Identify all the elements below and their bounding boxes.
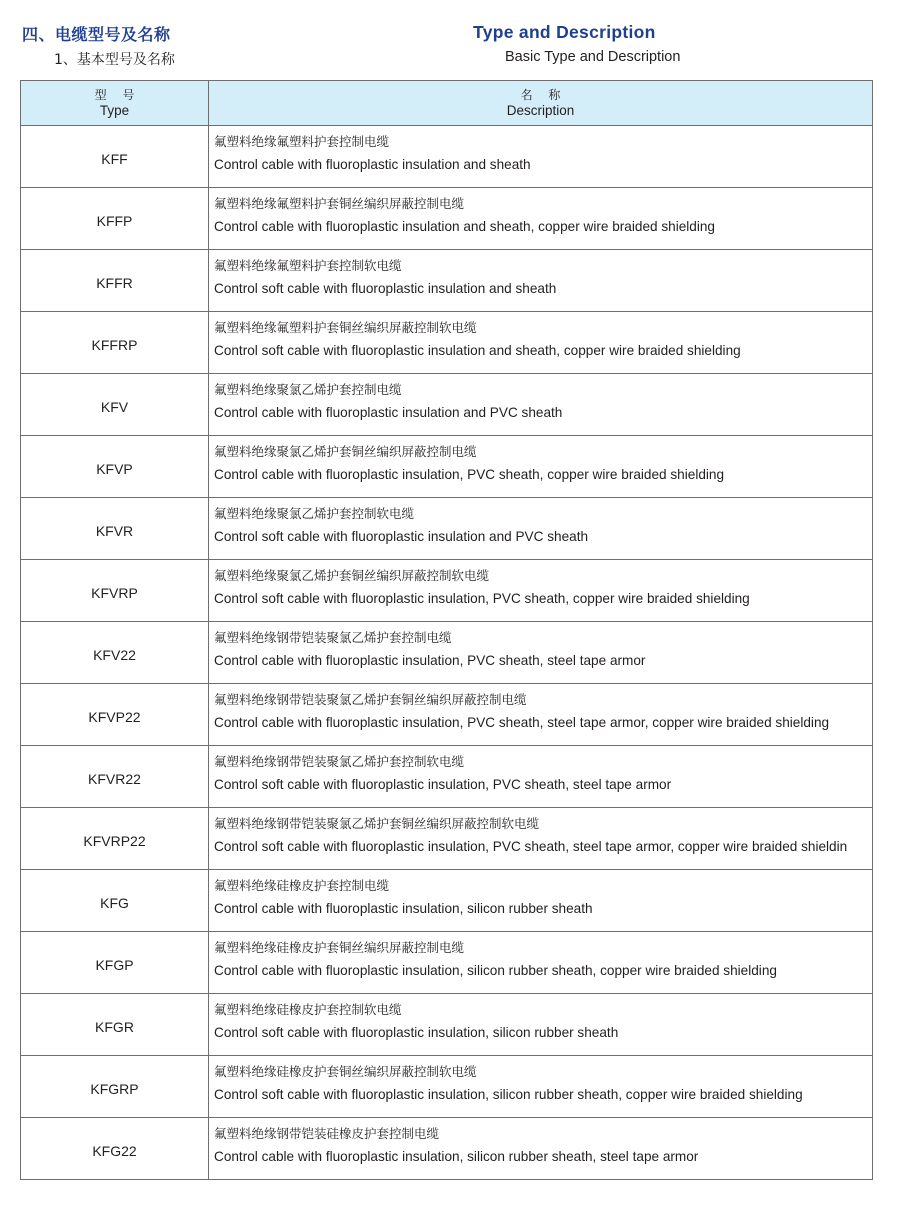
description-column-header: [209, 81, 873, 126]
description-cn: 氟塑料绝缘聚氯乙烯护套铜丝编织屏蔽控制电缆: [214, 444, 477, 459]
description-cell: [209, 808, 873, 870]
description-cell: [209, 684, 873, 746]
description-cell: [209, 250, 873, 312]
table-row: [21, 622, 873, 684]
type-code: KFVP: [21, 436, 209, 498]
description-cell: [209, 374, 873, 436]
type-code: KFVRP22: [21, 808, 209, 870]
description-cell: [209, 126, 873, 188]
description-cn: 氟塑料绝缘氟塑料护套铜丝编织屏蔽控制电缆: [214, 196, 465, 211]
description-cn: 氟塑料绝缘钢带铠装硅橡皮护套控制电缆: [214, 1126, 440, 1141]
type-header-en: Type: [99, 103, 130, 118]
table-row: [21, 1056, 873, 1118]
type-code: KFF: [21, 126, 209, 188]
table-row: [21, 436, 873, 498]
description-cell: [209, 312, 873, 374]
table-row: [21, 746, 873, 808]
table-header-row: [21, 81, 873, 126]
type-column-header: [21, 81, 209, 126]
description-cell: [209, 498, 873, 560]
description-cn: 氟塑料绝缘氟塑料护套控制电缆: [214, 134, 390, 149]
description-cn: 氟塑料绝缘氟塑料护套铜丝编织屏蔽控制软电缆: [214, 320, 477, 335]
table-row: [21, 994, 873, 1056]
description-en: Control cable with fluoroplastic insulation, silicon rubber sheath: [214, 901, 593, 916]
subsection-title-en: Basic Type and Description: [505, 49, 681, 65]
description-cell: [209, 994, 873, 1056]
description-en: Control soft cable with fluoroplastic insulation, PVC sheath, copper wire braided shielding: [214, 591, 750, 606]
description-cn: 氟塑料绝缘钢带铠装聚氯乙烯护套铜丝编织屏蔽控制电缆: [214, 692, 527, 707]
type-code: KFV22: [21, 622, 209, 684]
table-row: [21, 932, 873, 994]
description-cell: [209, 1118, 873, 1180]
type-code: KFV: [21, 374, 209, 436]
description-cell: [209, 622, 873, 684]
table-row: [21, 1118, 873, 1180]
description-cn: 氟塑料绝缘聚氯乙烯护套控制电缆: [214, 382, 402, 397]
description-cn: 氟塑料绝缘聚氯乙烯护套铜丝编织屏蔽控制软电缆: [214, 568, 490, 583]
section-title-cn: 四、电缆型号及名称: [22, 25, 171, 44]
type-description-table: [20, 80, 873, 1180]
description-cn: 氟塑料绝缘钢带铠装聚氯乙烯护套控制软电缆: [214, 754, 465, 769]
type-code: KFGP: [21, 932, 209, 994]
description-cn: 氟塑料绝缘聚氯乙烯护套控制软电缆: [214, 506, 415, 521]
description-cn: 氟塑料绝缘硅橡皮护套铜丝编织屏蔽控制电缆: [214, 940, 465, 955]
description-en: Control cable with fluoroplastic insulation and sheath: [214, 157, 531, 172]
table-row: [21, 126, 873, 188]
description-cn: 氟塑料绝缘硅橡皮护套铜丝编织屏蔽控制软电缆: [214, 1064, 477, 1079]
type-code: KFFRP: [21, 312, 209, 374]
description-cell: [209, 746, 873, 808]
description-cn: 氟塑料绝缘硅橡皮护套控制软电缆: [214, 1002, 402, 1017]
description-en: Control cable with fluoroplastic insulation, silicon rubber sheath, copper wire braided shielding: [214, 963, 777, 978]
description-en: Control soft cable with fluoroplastic insulation, silicon rubber sheath: [214, 1025, 619, 1040]
description-en: Control soft cable with fluoroplastic insulation and PVC sheath: [214, 529, 589, 544]
description-en: Control soft cable with fluoroplastic insulation, PVC sheath, steel tape armor, copper wire braided shieldin: [214, 839, 848, 854]
description-cell: [209, 188, 873, 250]
table-row: [21, 498, 873, 560]
type-code: KFG: [21, 870, 209, 932]
description-en: Control cable with fluoroplastic insulation, PVC sheath, steel tape armor: [214, 653, 646, 668]
type-code: KFG22: [21, 1118, 209, 1180]
description-en: Control cable with fluoroplastic insulation and PVC sheath: [214, 405, 563, 420]
type-code: KFVR22: [21, 746, 209, 808]
description-en: Control cable with fluoroplastic insulation, PVC sheath, steel tape armor, copper wire braided shielding: [214, 715, 830, 730]
subsection-title-cn: 1、基本型号及名称: [54, 52, 175, 68]
table-row: [21, 684, 873, 746]
type-code: KFVP22: [21, 684, 209, 746]
type-header-cn: 型 号: [94, 88, 141, 102]
description-en: Control cable with fluoroplastic insulation and sheath, copper wire braided shielding: [214, 219, 715, 234]
description-en: Control soft cable with fluoroplastic insulation and sheath, copper wire braided shielding: [214, 343, 741, 358]
description-header-cn: 名 称: [520, 88, 567, 102]
table-row: [21, 808, 873, 870]
table-row: [21, 250, 873, 312]
type-code: KFGR: [21, 994, 209, 1056]
table-row: [21, 560, 873, 622]
section-title-en: Type and Description: [473, 22, 656, 42]
description-cn: 氟塑料绝缘氟塑料护套控制软电缆: [214, 258, 402, 273]
description-header-en: Description: [506, 103, 575, 118]
type-code: KFFR: [21, 250, 209, 312]
type-code: KFVR: [21, 498, 209, 560]
description-cell: [209, 436, 873, 498]
table-row: [21, 870, 873, 932]
table-row: [21, 312, 873, 374]
description-en: Control cable with fluoroplastic insulation, PVC sheath, copper wire braided shielding: [214, 467, 725, 482]
description-en: Control soft cable with fluoroplastic insulation and sheath: [214, 281, 557, 296]
type-code: KFFP: [21, 188, 209, 250]
description-cell: [209, 560, 873, 622]
table-row: [21, 188, 873, 250]
description-cn: 氟塑料绝缘硅橡皮护套控制电缆: [214, 878, 390, 893]
description-cn: 氟塑料绝缘钢带铠装聚氯乙烯护套控制电缆: [214, 630, 452, 645]
description-cn: 氟塑料绝缘钢带铠装聚氯乙烯护套铜丝编织屏蔽控制软电缆: [214, 816, 540, 831]
description-cell: [209, 870, 873, 932]
description-cell: [209, 932, 873, 994]
description-en: Control cable with fluoroplastic insulation, silicon rubber sheath, steel tape armor: [214, 1149, 699, 1164]
type-code: KFVRP: [21, 560, 209, 622]
description-en: Control soft cable with fluoroplastic insulation, PVC sheath, steel tape armor: [214, 777, 672, 792]
type-code: KFGRP: [21, 1056, 209, 1118]
description-cell: [209, 1056, 873, 1118]
table-row: [21, 374, 873, 436]
description-en: Control soft cable with fluoroplastic insulation, silicon rubber sheath, copper wire braided shielding: [214, 1087, 803, 1102]
